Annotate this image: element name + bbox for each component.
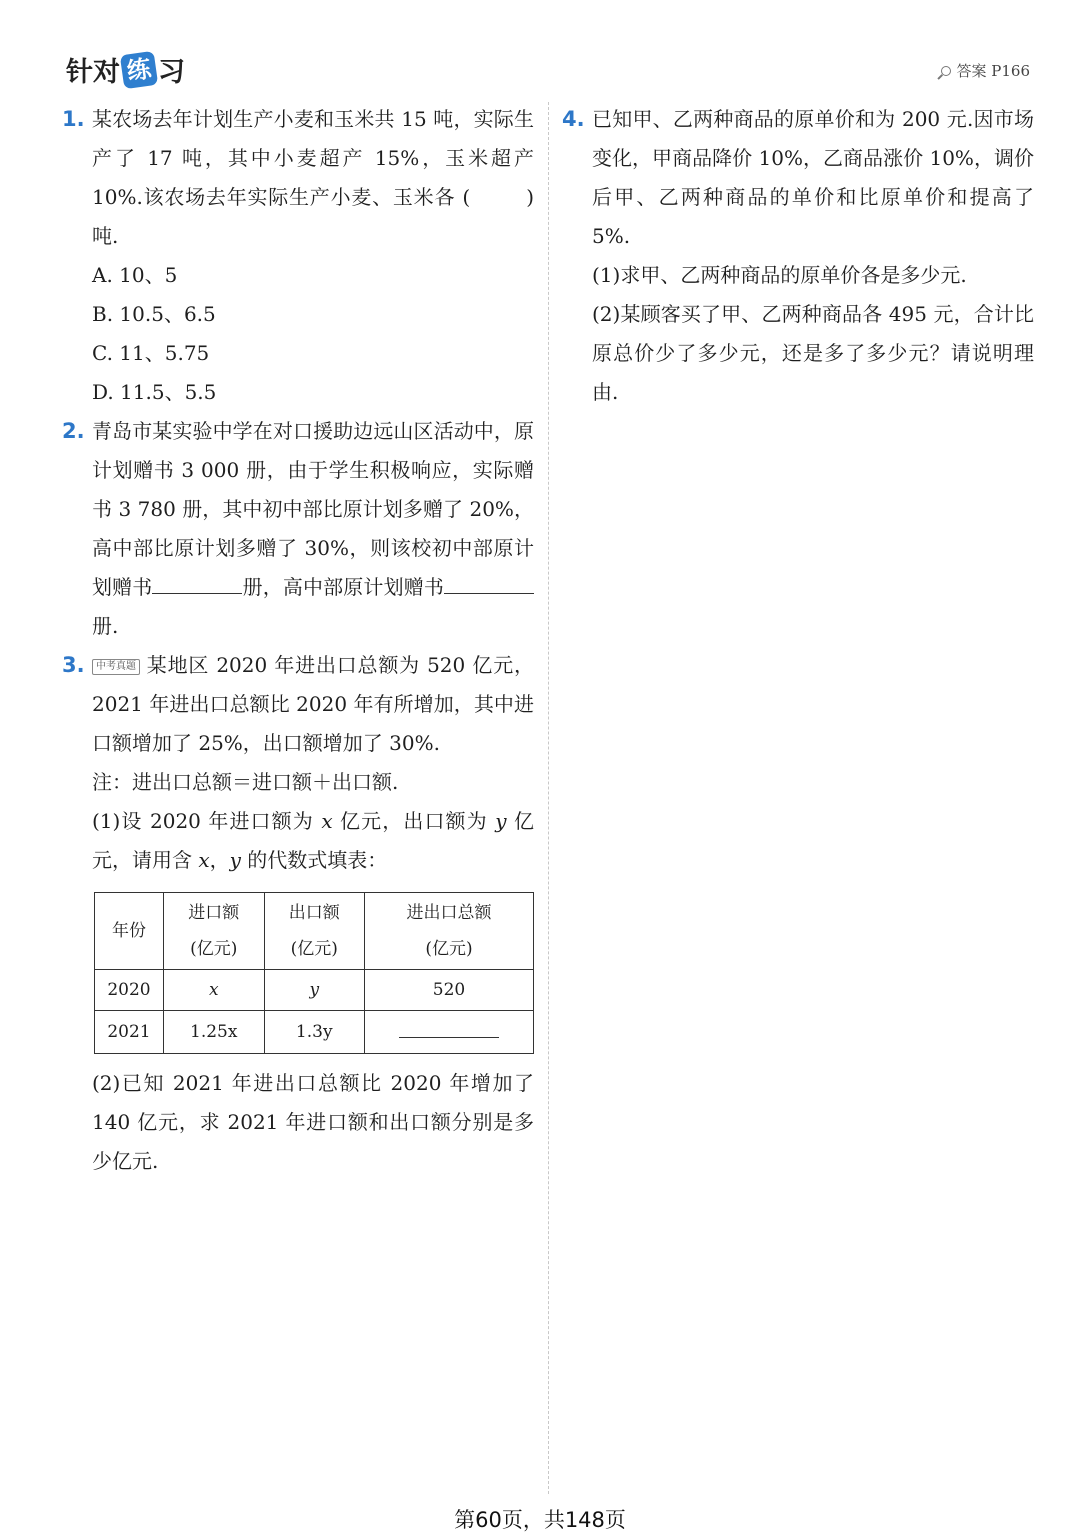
- question-part-2: (2)已知 2021 年进出口总额比 2020 年增加了 140 亿元，求 2021 年进口额和出口额分别是多少亿元.: [92, 1071, 534, 1173]
- answer-blank[interactable]: [444, 571, 534, 594]
- question-text: 册，高中部原计划赠书: [242, 575, 445, 599]
- question-number: 1.: [62, 107, 85, 131]
- question-part-1: (1)求甲、乙两种商品的原单价各是多少元.: [592, 263, 967, 287]
- question-number: 2.: [62, 419, 85, 443]
- table-header-export: 出口额 (亿元): [264, 893, 365, 970]
- question-part-1: (1)设 2020 年进口额为 x 亿元，出口额为 y 亿元，请用含 x，y 的代数式填表：: [92, 809, 534, 872]
- question-number: 3.: [62, 653, 85, 677]
- table-row: 2021 1.25x 1.3y: [95, 1011, 534, 1054]
- question-text: 已知甲、乙两种商品的原单价和为 200 元.因市场变化，甲商品降价 10%，乙商品涨价 10%，调价后甲、乙两种商品的单价和比原单价和提高了 5%.: [592, 107, 1034, 248]
- section-title-part1: 针对: [66, 57, 120, 88]
- section-title-badge: 练: [120, 50, 158, 88]
- table-row: 2020 x y 520: [95, 970, 534, 1011]
- question-3: [62, 646, 534, 1181]
- question-text: 某农场去年计划生产小麦和玉米共 15 吨，实际生产了 17 吨，其中小麦超产 15%，玉米超产 10%.该农场去年实际生产小麦、玉米各: [92, 107, 534, 209]
- question-number: 4.: [562, 107, 585, 131]
- question-note: 注：进出口总额＝进口额＋出口额.: [92, 770, 399, 794]
- right-column: [562, 100, 1034, 412]
- table-header-total: 进出口总额 (亿元): [365, 893, 534, 970]
- question-1: [62, 100, 534, 412]
- option-d: D. 11.5、5.5: [92, 380, 217, 404]
- table-header-year: 年份: [95, 893, 164, 970]
- question-2: [62, 412, 534, 646]
- fill-in-table: [94, 892, 534, 1054]
- option-a: A. 10、5: [92, 263, 178, 287]
- question-text: 册.: [92, 614, 119, 638]
- answer-reference: [941, 60, 1031, 81]
- question-text: 青岛市某实验中学在对口援助边远山区活动中，原计划赠书 3 000 册，由于学生积极响应，实际赠书 3 780 册，其中初中部比原计划多赠了 20%，高中部比原计划多赠了 30%，则该校初中部原计划赠书: [92, 419, 534, 599]
- option-c: C. 11、5.75: [92, 341, 210, 365]
- table-header-import: 进口额 (亿元): [164, 893, 265, 970]
- question-4: [562, 100, 1034, 412]
- answer-reference-text: 答案 P166: [956, 62, 1030, 80]
- magnifier-icon: [941, 66, 951, 76]
- left-column: [62, 100, 534, 1181]
- option-b: B. 10.5、6.5: [92, 302, 216, 326]
- section-header: [66, 50, 185, 94]
- question-text-end: 吨.: [92, 224, 119, 248]
- question-text: 某地区 2020 年进出口总额为 520 亿元，2021 年进出口总额比 2020 年有所增加，其中进口额增加了 25%，出口额增加了 30%.: [92, 653, 534, 755]
- question-part-2: (2)某顾客买了甲、乙两种商品各 495 元，合计比原总价少了多少元，还是多了多少元？请说明理由.: [592, 302, 1034, 404]
- table-answer-cell[interactable]: [365, 1011, 534, 1054]
- section-title-part2: 习: [158, 57, 185, 88]
- page-footer: 第60页，共148页: [454, 1508, 626, 1532]
- options: [92, 256, 534, 412]
- answer-blank: [399, 1019, 499, 1038]
- column-divider: [548, 102, 549, 1494]
- exam-tag: 中考真题: [92, 659, 140, 675]
- answer-paren: ( ): [462, 185, 535, 209]
- answer-blank[interactable]: [152, 571, 242, 594]
